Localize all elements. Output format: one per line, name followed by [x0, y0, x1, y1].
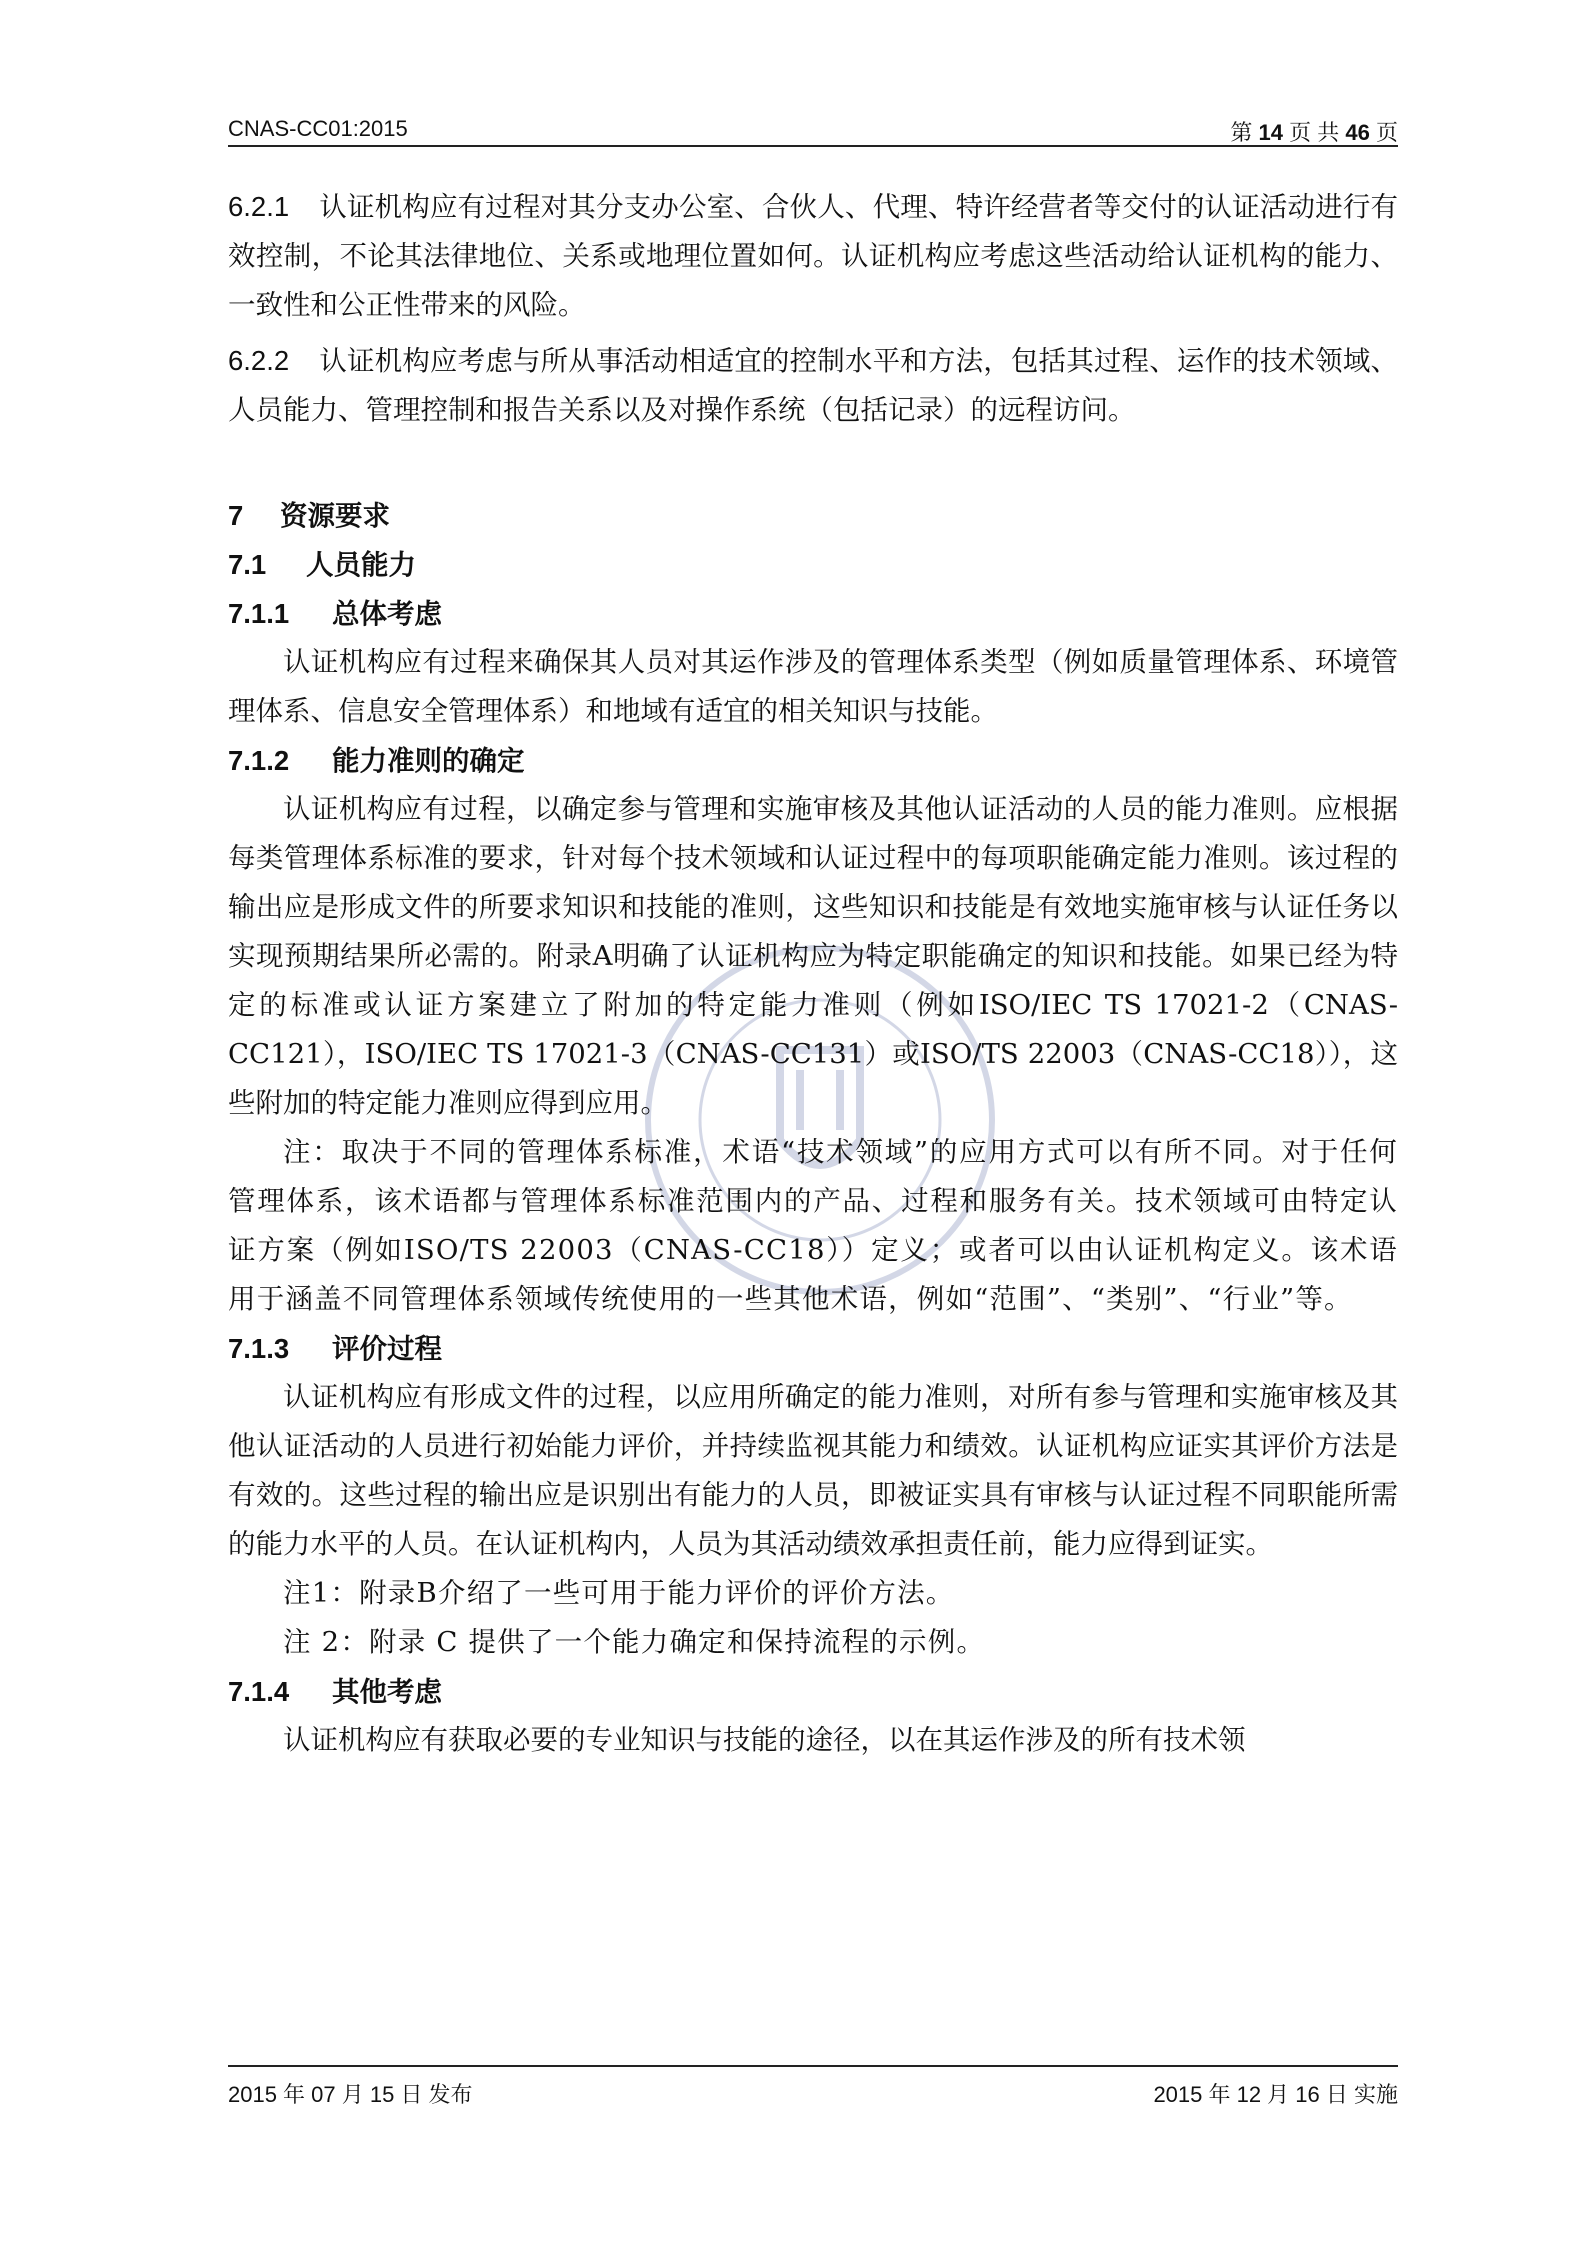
- page-footer: [228, 2078, 1398, 2108]
- clause-7-1-2-note: 注：取决于不同的管理体系标准，术语“技术领域”的应用方式可以有所不同。对于任何管理体系，该术语都与管理体系标准范围内的产品、过程和服务有关。技术领域可由特定认证方案（例如ISO/TS 22003（CNAS-CC18））定义；或者可以由认证机构定义。该术语用于涵盖不同管理体系领域传统使用的一些其他术语，例如“范围”、“类别”、“行业”等。: [228, 1136, 1398, 1315]
- clause-7-1-3-note-1: 注1：附录B介绍了一些可用于能力评价的评价方法。: [283, 1577, 955, 1609]
- effective-date: 2015 年 12 月 16 日 实施: [1153, 2082, 1398, 2107]
- document-body: [228, 182, 1398, 1765]
- heading-7-1: 7.1 人员能力: [228, 549, 416, 580]
- header-rule: [228, 145, 1398, 147]
- clause-7-1-1-text: 认证机构应有过程来确保其人员对其运作涉及的管理体系类型（例如质量管理体系、环境管理体系、信息安全管理体系）和地域有适宜的相关知识与技能。: [228, 646, 1398, 727]
- clause-7-1-3-note-2: 注 2：附录 C 提供了一个能力确定和保持流程的示例。: [283, 1626, 986, 1658]
- heading-7-1-3: 7.1.3 评价过程: [228, 1333, 442, 1364]
- page-header: [228, 112, 1398, 148]
- heading-7-1-4: 7.1.4 其他考虑: [228, 1676, 442, 1707]
- heading-7: 7 资源要求: [228, 500, 390, 531]
- heading-7-1-2: 7.1.2 能力准则的确定: [228, 745, 525, 776]
- clause-6-2-1: 6.2.1 认证机构应有过程对其分支办公室、合伙人、代理、特许经营者等交付的认证活动进行有效控制，不论其法律地位、关系或地理位置如何。认证机构应考虑这些活动给认证机构的能力、一致性和公正性带来的风险。: [228, 191, 1398, 321]
- issue-date: 2015 年 07 月 15 日 发布: [228, 2082, 473, 2107]
- document-id: CNAS-CC01:2015: [228, 116, 408, 141]
- page-number: 第 14 页 共 46 页: [1230, 120, 1398, 145]
- clause-7-1-2-text: 认证机构应有过程，以确定参与管理和实施审核及其他认证活动的人员的能力准则。应根据每类管理体系标准的要求，针对每个技术领域和认证过程中的每项职能确定能力准则。该过程的输出应是形成文件的所要求知识和技能的准则，这些知识和技能是有效地实施审核与认证任务以实现预期结果所必需的。附录A明确了认证机构应为特定职能确定的知识和技能。如果已经为特定的标准或认证方案建立了附加的特定能力准则（例如ISO/IEC TS 17021-2（CNAS-CC121），ISO/IEC TS 17021-3（CNAS-CC131）或ISO/TS 22003（CNAS-CC18）），这些附加的特定能力准则应得到应用。: [228, 793, 1398, 1119]
- clause-6-2-2: 6.2.2 认证机构应考虑与所从事活动相适宜的控制水平和方法，包括其过程、运作的技术领域、人员能力、管理控制和报告关系以及对操作系统（包括记录）的远程访问。: [228, 345, 1398, 426]
- clause-7-1-3-text: 认证机构应有形成文件的过程，以应用所确定的能力准则，对所有参与管理和实施审核及其他认证活动的人员进行初始能力评价，并持续监视其能力和绩效。认证机构应证实其评价方法是有效的。这些过程的输出应是识别出有能力的人员，即被证实具有审核与认证过程不同职能所需的能力水平的人员。在认证机构内，人员为其活动绩效承担责任前，能力应得到证实。: [228, 1381, 1398, 1560]
- heading-7-1-1: 7.1.1 总体考虑: [228, 598, 442, 629]
- clause-7-1-4-text: 认证机构应有获取必要的专业知识与技能的途径，以在其运作涉及的所有技术领: [283, 1724, 1246, 1756]
- footer-rule: [228, 2065, 1398, 2067]
